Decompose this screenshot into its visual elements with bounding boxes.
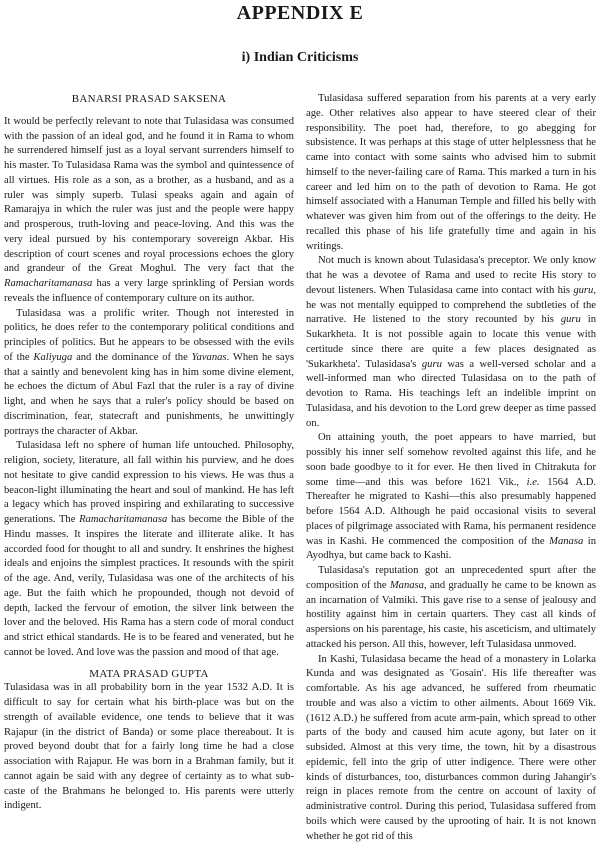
italic-term: Yavanas xyxy=(192,352,227,363)
paragraph xyxy=(306,564,596,653)
italic-term: Manasa xyxy=(390,580,424,591)
italic-term: guru xyxy=(573,285,593,296)
text-run: Not much is known about Tulasidasa's preceptor. We only know that he was a devotee of Rama and used to recite His story to devout listeners. When Tulasidasa came into contact with his xyxy=(306,255,596,296)
italic-term: Ramacharitamanasa xyxy=(4,278,92,289)
text-run: and the dominance of the xyxy=(72,352,191,363)
text-run: Tulasidasa was in all probability born in the year 1532 A.D. It is difficult to say for certain what his birth-place was but on the strength of available evidence, one tends to believe that it was Rajapur (in the district of Banda) or some place thereabout. It is proved beyond doubt that for a fairly long time he had a close association with Rajapur. He was born in a Brahman family, but it cannot again be said with any degree of certainty as to what sub-caste of the Brahmans he belonged to. His parents were utterly indigent. xyxy=(4,682,294,811)
text-run: 1564 A.D. Thereafter he migrated to Kashi—this also presumably happened before 1564 A.D. Although he paid occasional visits to several places of pilgrimage associated with Rama, his permanent residence was in Kashi. He commenced the composition of the xyxy=(306,477,596,547)
paragraph xyxy=(4,115,294,307)
text-run: Tulasidasa's reputation got an unprecedented spurt after the composition of the xyxy=(306,565,596,591)
author-heading-saksena: BANARSI PRASAD SAKSENA xyxy=(4,92,294,107)
right-column xyxy=(306,92,596,844)
paragraph xyxy=(4,439,294,660)
italic-term: Ramacharitamanasa xyxy=(79,514,167,525)
text-run: Tulasidasa left no sphere of human life untouched. Philosophy, religion, society, literature, all fall within his purview, and he does not hesitate to give candid expression to his views. He was thus a beacon-light illuminating the heart and soul of mankind. He has left a legacy which has proved inspiring and exhilarating to successive generations. The xyxy=(4,440,294,525)
italic-term: Manasa xyxy=(549,536,583,547)
italic-term: guru xyxy=(561,314,581,325)
paragraph xyxy=(306,431,596,564)
text-run: Tulasidasa was a prolific writer. Though not interested in politics, he does refer to the contemporary political conditions and principles of politics. But he appears to be obsessed with the evils of the xyxy=(4,308,294,363)
italic-term: guru xyxy=(422,359,442,370)
left-column xyxy=(4,92,294,814)
text-run: It would be perfectly relevant to note that Tulasidasa was consumed with the passion of an ideal god, and he found it in Rama to whom he surrendered himself just as a loyal servant surrenders himself to his master. To Tulasidasa Rama was the symbol and quintessence of all virtues. His role as a son, as a brother, as a husband, and as a ruler was simply superb. Tulasi speaks again and again of Ramarajya in which the ruler was just and the people were happy and prosperous, truth-loving and peace-loving. And this was the very ideal pursued by his contemporary sovereign Akbar. His description of court scenes and royal processions echoes the glory and grandeur of the Great Moghul. The very fact that the xyxy=(4,116,294,275)
author-heading-gupta: MATA PRASAD GUPTA xyxy=(4,667,294,682)
italic-term: Kaliyuga xyxy=(33,352,72,363)
italic-term: i.e. xyxy=(527,477,540,488)
text-run: On attaining youth, the poet appears to have married, but possibly his inner self somehow revolted against this life, and he soon bade goodbye to it for ever. He then lived in Chitrakuta for some time—and this was before 1621 Vik., xyxy=(306,432,596,487)
text-run: In Kashi, Tulasidasa became the head of a monastery in Lolarka Kunda and was designated as 'Gosain'. His life thereafter was comfortable. As his age advanced, he suffered from rheumatic trouble and was also a victim to other ailments. About 1669 Vik. (1612 A.D.) he suffered from acute arm-pain, which spread to other parts of the body and caused him acute agony, but later on it subsided. Almost at this very time, the town, hit by a disastrous epidemic, fell into the grip of utter indigence. There were other kinds of disturbances, too, disturbances common during Jahangir's reign in places remote from the centre on account of laxity of administrative control. During this period, Tulasidasa suffered from boils which were caused by the uprooting of hair. It is not known whether he got rid of this xyxy=(306,654,596,842)
text-run: Tulasidasa suffered separation from his parents at a very early age. Other relatives also appear to have steered clear of their responsibility. The poet had, therefore, to go abegging for subsistence. It was perhaps at this stage of utter helplessness that he came into contact with some saints who advised him to submit himself to the never-failing care of Rama. This marked a turn in his career and led him on to the path of devotion to Rama. He got himself associated with a Hanuman Temple and filled his belly with whatever was given him from out of the offerings to the deity. He recalled this phase of his life gratefully time and again in his writings. xyxy=(306,93,596,252)
text-run: has become the Bible of the Hindu masses. It inspires the literate and illiterate alike. It has accorded food for thought to all and sundry. It enshrines the highest ideals and enjoins the simplest practices. It resounds with the spirit of the age. And, verily, Tulasidasa was one of the architects of his age. But the faith which he propounded, though not devoid of depth, lacked the fervour of emotion, the silver link between the lover and the beloved. His Rama has a stern code of moral conduct and strict ethical standards. He is to be feared and venerated, but he cannot be loved. And love was the passion and mood of that age. xyxy=(4,514,294,658)
text-run: was a well-versed scholar and a well-informed man who directed Tulasidasa on to the path of devotion to Rama. His teachings left an indelible imprint on Tulasidasa, and his devotion to the Lord grew deeper as time passed on. xyxy=(306,359,596,429)
appendix-title: APPENDIX E xyxy=(0,2,600,25)
text-run: in Sukarkheta. It is not possible again to locate this venue with certitude since there are quite a few places designated as 'Sukarkheta'. Tulasidasa's xyxy=(306,314,596,369)
paragraph xyxy=(306,254,596,431)
paragraph xyxy=(306,653,596,844)
text-run: , and gradually he came to be known as an incarnation of Valmiki. This gave rise to a sense of jealousy and hostility against him in certain quarters. They cast all kinds of aspersions on his parentage, his caste, his asceticism, and ultimately attacked his person. All this, however, left Tulasidasa unmoved. xyxy=(306,580,596,650)
text-run: . When he says that a saintly and benevolent king has in him some divine element, he echoes the dictum of Abul Fazl that the ruler is a ray of divine light, and when he says that a ruler's policy should be based on discrimination, fear, statecraft and punishments, he unwittingly portrays the character of Akbar. xyxy=(4,352,294,437)
text-run: , he was not mentally equipped to comprehend the subtleties of the narrative. He listened to the story recounted by his xyxy=(306,285,596,326)
section-title: i) Indian Criticisms xyxy=(0,50,600,66)
paragraph xyxy=(4,681,294,814)
text-run: in Ayodhya, but came back to Kashi. xyxy=(306,536,596,562)
text-run: has a very large sprinkling of Persian words reveals the influence of contemporary culture on its author. xyxy=(4,278,294,304)
paragraph xyxy=(4,307,294,440)
paragraph xyxy=(306,92,596,254)
